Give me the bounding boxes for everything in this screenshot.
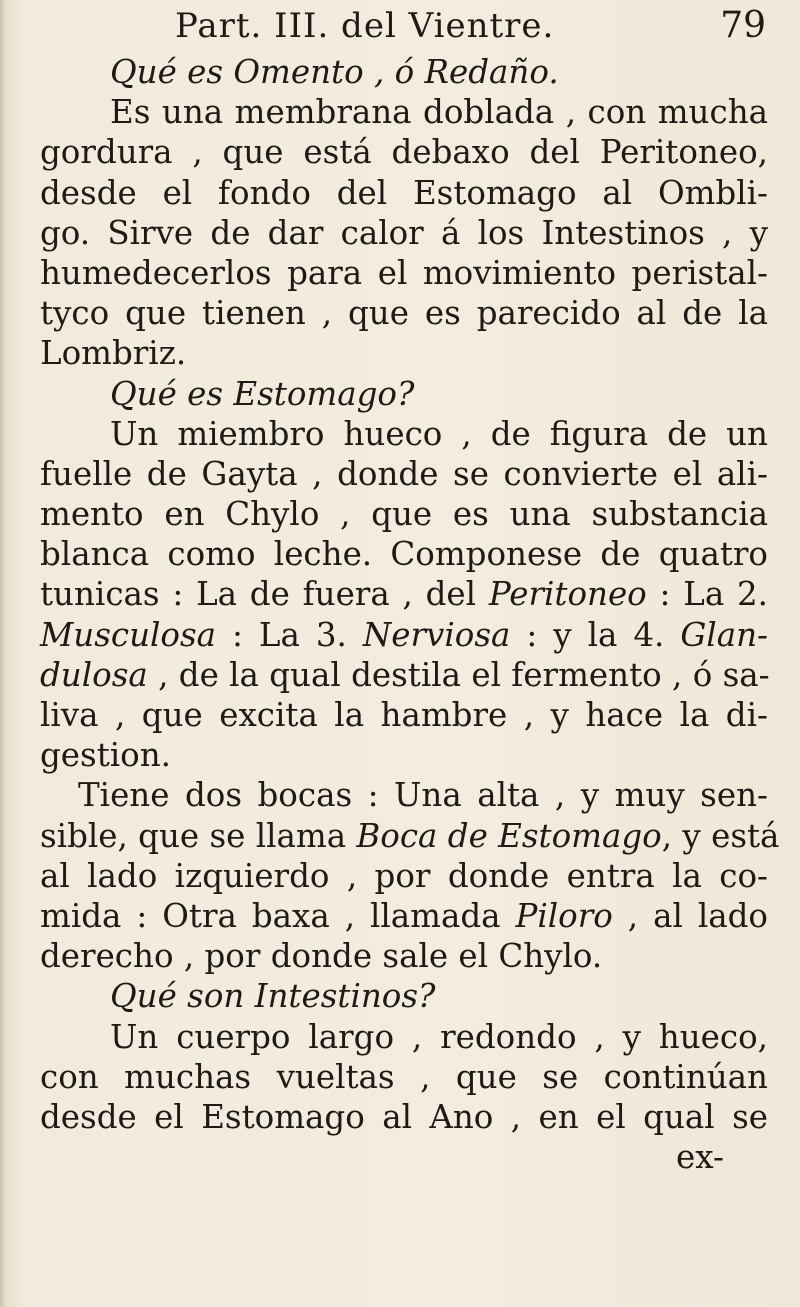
text-line: Tiene dos bocas : Una alta , y muy sen- (78, 776, 768, 815)
term-peritoneo: Peritoneo (488, 575, 647, 614)
catchword: ex- (676, 1138, 724, 1177)
text-line: liva , que excita la hambre , y hace la di- (40, 696, 768, 734)
text-line: gestion. (40, 736, 171, 775)
text-line (40, 655, 768, 695)
body-text (40, 52, 780, 1177)
term-musculosa: Musculosa (40, 615, 217, 654)
text-run: , y está (661, 816, 780, 855)
text-line (40, 615, 768, 655)
text-line (40, 896, 768, 936)
text-line: mento en Chylo , que es una substancia (40, 495, 768, 534)
running-title: Part. III. del Vientre. (175, 6, 555, 46)
text-line: gordura , que está debaxo del Peritoneo, (40, 133, 768, 172)
term-glandulosa: Glan- (680, 615, 768, 654)
text-run: sible, que se llama (40, 816, 357, 855)
question-heading-estomago: Qué es Estomago? (110, 374, 415, 413)
text-line: Lombriz. (40, 334, 187, 373)
running-header (175, 2, 778, 50)
page-number: 79 (720, 5, 766, 46)
text-line: Un miembro hueco , de figura de un (110, 414, 768, 453)
term-boca-de-estomago: Boca de Estomago (356, 816, 662, 855)
term-glandulosa-cont: dulosa (40, 655, 148, 694)
page-gutter-edge (0, 0, 6, 1307)
text-run: : La 2. (646, 575, 768, 614)
text-line (40, 816, 780, 856)
text-line (40, 574, 768, 614)
text-line: go. Sirve de dar calor á los Intestinos , y (40, 213, 768, 252)
text-run: tunicas : La de fuera , del (40, 575, 489, 614)
question-heading-omento: Qué es Omento , ó Redaño. (110, 53, 559, 91)
text-line: desde el fondo del Estomago al Ombli- (40, 173, 768, 212)
text-run: , al lado (612, 896, 768, 935)
text-line: humedecerlos para el movimiento peristal- (40, 253, 768, 292)
question-heading-intestinos: Qué son Intestinos? (110, 977, 436, 1016)
text-line: blanca como leche. Componese de quatro (40, 535, 768, 574)
text-run: mida : Otra baxa , llamada (40, 896, 516, 935)
text-line: fuelle de Gayta , donde se convierte el ali- (40, 454, 768, 493)
text-line: Un cuerpo largo , redondo , y hueco, (110, 1017, 768, 1056)
term-piloro: Piloro (515, 896, 613, 935)
text-line: derecho , por donde sale el Chylo. (40, 937, 603, 976)
text-run: : La 3. (216, 615, 363, 654)
text-line: al lado izquierdo , por donde entra la co- (40, 856, 768, 895)
text-run: : y la 4. (510, 615, 681, 654)
term-nerviosa: Nerviosa (362, 615, 511, 654)
text-line: desde el Estomago al Ano , en el qual se (40, 1097, 768, 1136)
text-line: Es una membrana doblada , con mucha (110, 93, 768, 132)
text-run: , de la qual destila el fermento , ó sa- (147, 655, 770, 694)
text-line: tyco que tienen , que es parecido al de la (40, 294, 768, 333)
text-line: con muchas vueltas , que se continúan (40, 1057, 768, 1096)
